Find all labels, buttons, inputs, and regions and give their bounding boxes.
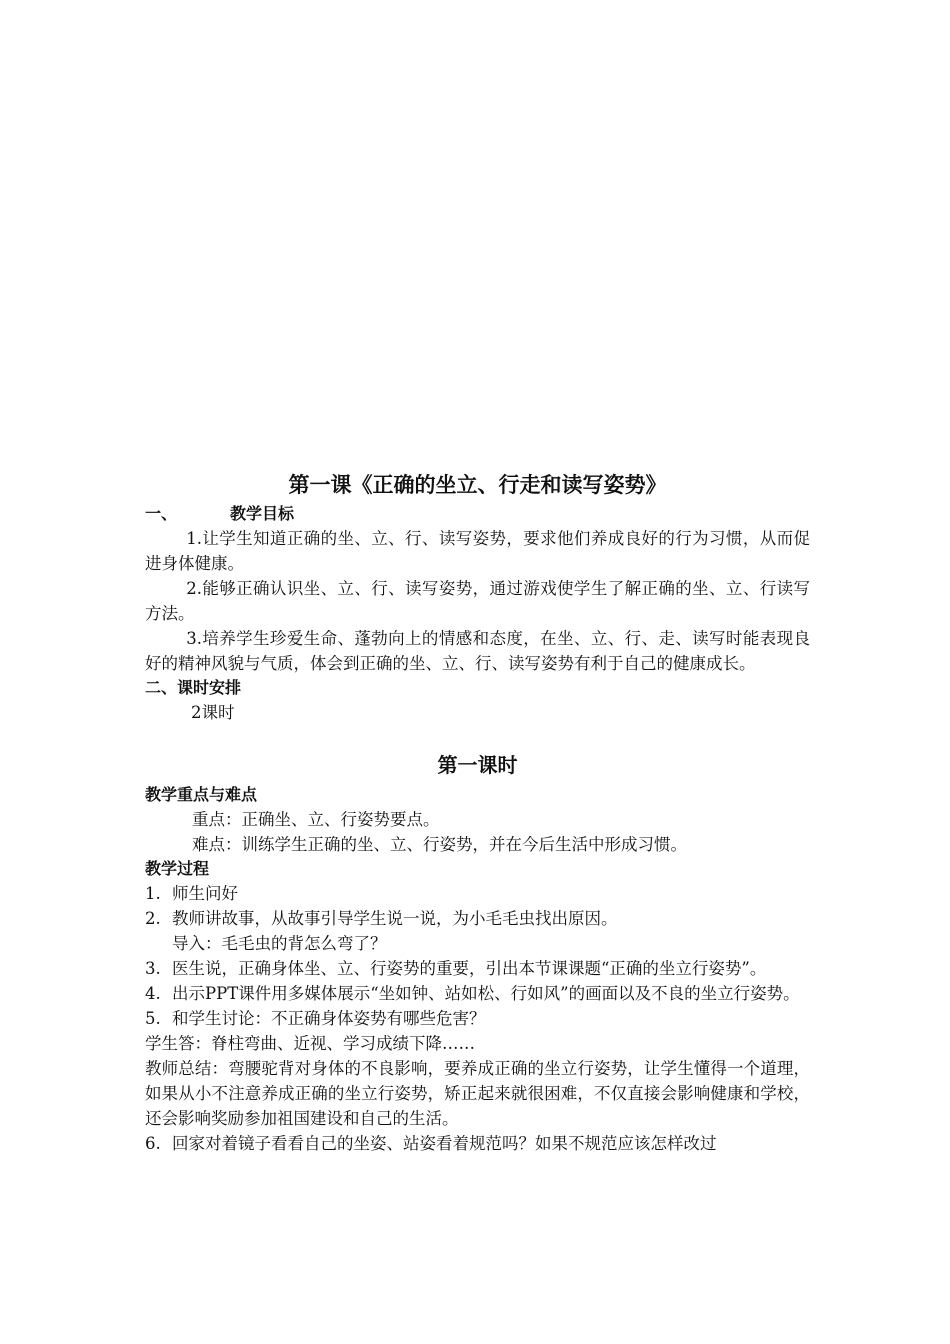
document-title: 第一课《正确的坐立、行走和读写姿势》: [288, 473, 667, 497]
lesson-hours: 2课时: [191, 703, 235, 722]
list-number: 3.: [145, 959, 161, 978]
list-item: [145, 1006, 810, 1031]
goal-paragraph: 2.能够正确认识坐、立、行、读写姿势，通过游戏使学生了解正确的坐、立、行读写方法。: [145, 579, 810, 623]
lesson-title: 第一课时: [437, 753, 518, 777]
difficulty-point: 难点：训练学生正确的坐、立、行姿势，并在今后生活中形成习惯。: [192, 835, 687, 854]
section-heading-text: 教学目标: [230, 504, 295, 523]
document-body: [145, 468, 810, 1156]
student-answer: 学生答：脊柱弯曲、近视、学习成绩下降……: [145, 1034, 475, 1053]
list-item: [145, 956, 810, 981]
list-item: [145, 931, 810, 956]
section-heading-goals: [145, 502, 810, 526]
section-heading-schedule: 二、课时安排: [145, 678, 242, 697]
section-number: 一、: [145, 504, 178, 523]
list-item: [145, 981, 810, 1006]
goal-paragraph: 1.让学生知道正确的坐、立、行、读写姿势，要求他们养成良好的行为习惯，从而促进身体健康。: [145, 529, 810, 573]
goal-paragraph: 3.培养学生珍爱生命、蓬勃向上的情感和态度，在坐、立、行、走、读写时能表现良好的精神风貌与气质，体会到正确的坐、立、行、读写姿势有利于自己的健康成长。: [145, 629, 810, 673]
list-text: 导入：毛毛虫的背怎么弯了？: [172, 934, 387, 953]
list-number: [145, 931, 172, 956]
list-text: 和学生讨论：不正确身体姿势有哪些危害？: [172, 1009, 486, 1028]
list-text: 回家对着镜子看看自己的坐姿、站姿看着规范吗？如果不规范应该怎样改过: [172, 1134, 717, 1153]
list-number: 6.: [145, 1134, 161, 1153]
list-item: [145, 906, 810, 931]
list-text: 教师讲故事，从故事引导学生说一说，为小毛毛虫找出原因。: [172, 909, 618, 928]
spacer: [145, 725, 810, 747]
list-number: 4.: [145, 984, 161, 1003]
process-heading: 教学过程: [145, 859, 210, 878]
list-text: 医生说，正确身体坐、立、行姿势的重要，引出本节课课题“正确的坐立行姿势”。: [172, 959, 767, 978]
list-number: 5.: [145, 1009, 161, 1028]
list-item: [145, 881, 810, 906]
list-text: 师生问好: [172, 884, 238, 903]
list-number: 1.: [145, 884, 161, 903]
list-text: 出示PPT课件用多媒体展示“坐如钟、站如松、行如风”的画面以及不良的坐立行姿势。: [172, 984, 800, 1003]
key-point: 重点：正确坐、立、行姿势要点。: [192, 810, 440, 829]
list-item: [145, 1131, 810, 1156]
teacher-summary: 教师总结：弯腰驼背对身体的不良影响，要养成正确的坐立行姿势，让学生懂得一个道理，如果从小不注意养成正确的坐立行姿势，矫正起来就很困难，不仅直接会影响健康和学校，还会影响奖励参加祖国建设和自己的生活。: [145, 1059, 810, 1128]
key-points-heading: 教学重点与难点: [145, 785, 258, 804]
list-number: 2.: [145, 909, 161, 928]
